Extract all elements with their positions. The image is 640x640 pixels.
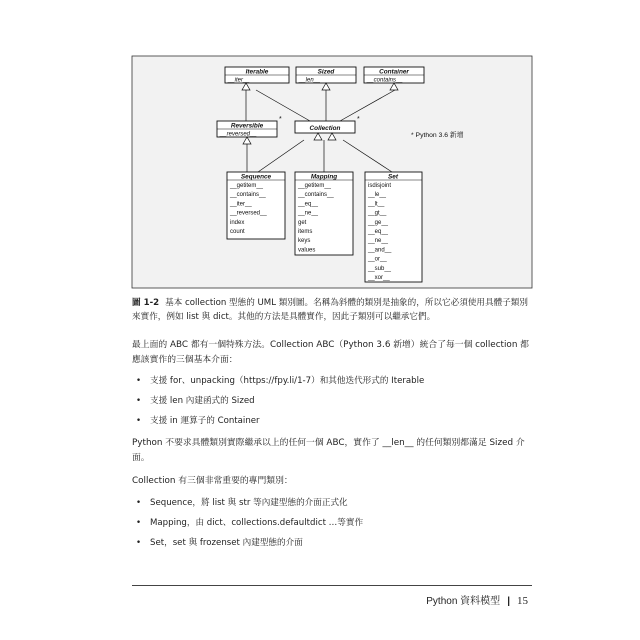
iterable-name: Iterable [245, 68, 269, 76]
mapping-name: Mapping [310, 173, 338, 181]
sequence-method: __iter__ [230, 201, 252, 208]
figure-number: 圖 1-2 [132, 298, 160, 308]
mapping-method: __eq__ [298, 201, 319, 208]
sized-method: __len__ [299, 77, 321, 84]
set-method: __sub__ [368, 265, 392, 272]
footer-separator: | [507, 596, 510, 607]
set-method: __xor__ [368, 275, 390, 281]
list-item: • 支援 len 內建函式的 Sized [136, 396, 255, 406]
mapping-method: values [298, 247, 316, 254]
sequence-method: __reversed__ [230, 210, 267, 217]
list-item: • Sequence，將 list 與 str 等內建型態的介面正式化 [136, 498, 348, 508]
collection-new-marker: * [357, 116, 360, 123]
sequence-method: count [230, 229, 245, 235]
paragraph-sized: Python 不要求具體類別實際繼承以上的任何一個 ABC，實作了 __len__ 的任何類別都滿足 Sized 介面。 [132, 438, 525, 463]
mapping-method: __ne__ [298, 210, 319, 217]
sequence-method: index [230, 219, 245, 226]
figure-caption-text: 基本 collection 型態的 UML 類別圖。名稱為斜體的類別是抽象的，所以它必須使用具體子類別來實作，例如 list 與 dict。其他的方法是具體實作，因此子類別可以繼承它們。 [132, 298, 528, 322]
paragraph-intro: 最上面的 ABC 都有一個特殊方法。Collection ABC（Python 3.6 新增）統合了每一個 collection 都應該實作的三個基本介面： [132, 340, 529, 365]
list-item: • 支援 for、unpacking（https://fpy.li/1-7）和其他迭代形式的 Iterable [136, 376, 425, 386]
set-method: __gt__ [368, 210, 387, 217]
sequence-name: Sequence [240, 173, 272, 181]
sized-name: Sized [317, 68, 335, 76]
set-method: __le__ [368, 192, 387, 199]
mapping-method: keys [298, 238, 311, 245]
set-method: isdisjoint [368, 183, 392, 189]
set-name: Set [388, 173, 398, 181]
set-method: __eq__ [368, 229, 389, 235]
set-method: __or__ [368, 256, 387, 263]
paragraph-collection: Collection 有三個非常重要的專門類別： [132, 476, 293, 486]
footer-rule [132, 585, 532, 586]
list-item: • 支援 in 運算子的 Container [136, 416, 260, 426]
set-method: __and__ [368, 247, 392, 254]
footer-chapter: Python 資料模型 [426, 596, 501, 607]
set-method: __ge__ [368, 219, 389, 226]
set-method: __ne__ [368, 238, 389, 245]
reversible-name: Reversible [230, 122, 264, 130]
reversible-new-marker: * [279, 116, 282, 123]
mapping-method: items [298, 229, 313, 235]
page-footer [426, 592, 528, 607]
reversible-method: __reversed__ [220, 131, 257, 138]
uml-class-diagram [0, 0, 640, 300]
mapping-method: get [298, 219, 307, 226]
iterable-method: __iter__ [228, 77, 250, 84]
sequence-method: __contains__ [230, 192, 266, 199]
set-method: __lt__ [368, 201, 385, 208]
container-name: Container [379, 68, 409, 76]
mapping-method: __contains__ [298, 192, 334, 199]
container-method: __contains__ [367, 77, 403, 84]
list-item: • Set，set 與 frozenset 內建型態的介面 [136, 538, 303, 548]
diagram-note: * Python 3.6 新增 [411, 132, 464, 139]
collection-name: Collection [309, 125, 341, 132]
list-item: • Mapping，由 dict、collections.defaultdict …等實作 [136, 518, 364, 528]
sequence-method: __getitem__ [230, 183, 264, 189]
mapping-method: __getitem__ [298, 183, 332, 189]
page-number: 15 [517, 595, 528, 607]
figure-caption [132, 296, 532, 324]
